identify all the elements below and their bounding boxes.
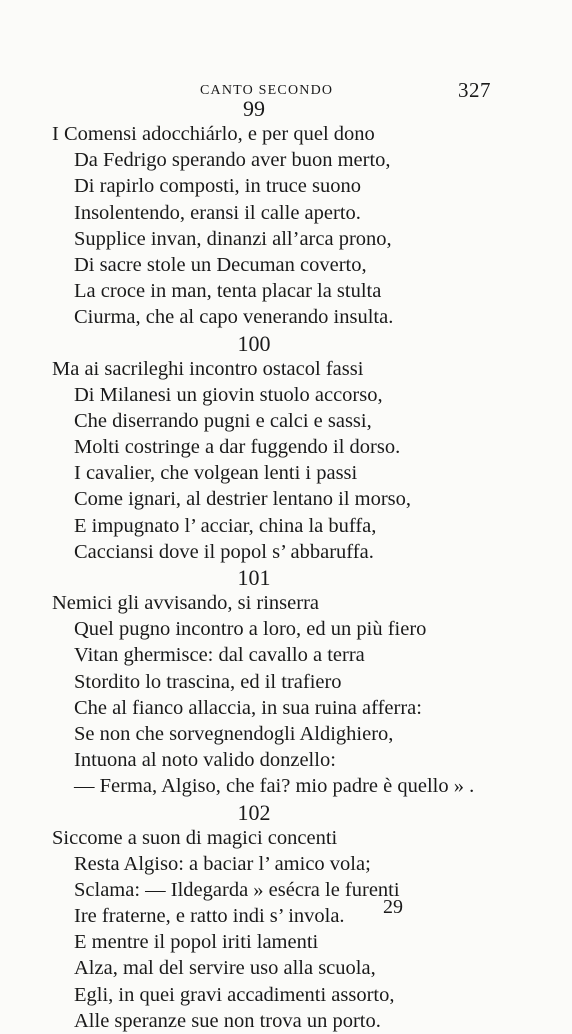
verse-line: Nemici gli avvisando, si rinserra <box>0 590 572 616</box>
stanza-number: 100 <box>4 331 504 356</box>
verse-line: Cacciansi dove il popol s’ abbaruffa. <box>0 539 572 565</box>
running-title: CANTO SECONDO <box>200 83 333 99</box>
poem-body <box>0 96 572 1034</box>
stanza-number: 99 <box>4 96 504 121</box>
verse-line: E mentre il popol iriti lamenti <box>0 929 572 955</box>
stanza <box>0 96 572 331</box>
verse-line: I Comensi adocchiárlo, e per quel dono <box>0 121 572 147</box>
verse-line: Di rapirlo composti, in truce suono <box>0 173 572 199</box>
verse-line: Molti costringe a dar fuggendo il dorso. <box>0 434 572 460</box>
verse-line: Ma ai sacrileghi incontro ostacol fassi <box>0 356 572 382</box>
verse-line: Siccome a suon di magici concenti <box>0 825 572 851</box>
verse-line: Quel pugno incontro a loro, ed un più fiero <box>0 616 572 642</box>
verse-line: Alle speranze sue non trova un porto. <box>0 1008 572 1034</box>
stanza-number: 101 <box>4 565 504 590</box>
verse-line: Egli, in quei gravi accadimenti assorto, <box>0 982 572 1008</box>
verse-line: Supplice invan, dinanzi all’arca prono, <box>0 226 572 252</box>
verse-line: Sclama: — Ildegarda » esécra le furenti <box>0 877 572 903</box>
verse-line: Che diserrando pugni e calci e sassi, <box>0 408 572 434</box>
stanza <box>0 331 572 566</box>
verse-line: Da Fedrigo sperando aver buon merto, <box>0 147 572 173</box>
verse-line: Di Milanesi un giovin stuolo accorso, <box>0 382 572 408</box>
verse-line: Vitan ghermisce: dal cavallo a terra <box>0 642 572 668</box>
stanza-number: 102 <box>4 800 504 825</box>
verse-line: La croce in man, tenta placar la stulta <box>0 278 572 304</box>
verse-line: Se non che sorvegnendogli Aldighiero, <box>0 721 572 747</box>
stanza <box>0 565 572 800</box>
verse-line: Insolentendo, eransi il calle aperto. <box>0 200 572 226</box>
verse-line: Stordito lo trascina, ed il trafiero <box>0 669 572 695</box>
verse-line: Ire fraterne, e ratto indi s’ invola. <box>0 903 572 929</box>
verse-line: Resta Algiso: a baciar l’ amico vola; <box>0 851 572 877</box>
verse-line: Come ignari, al destrier lentano il morso, <box>0 486 572 512</box>
verse-line: Intuona al noto valido donzello: <box>0 747 572 773</box>
verse-line: Alza, mal del servire uso alla scuola, <box>0 955 572 981</box>
stanza <box>0 800 572 1034</box>
verse-line: Di sacre stole un Decuman coverto, <box>0 252 572 278</box>
verse-line: — Ferma, Algiso, che fai? mio padre è quello » . <box>0 773 572 799</box>
printer-signature-mark: 29 <box>383 896 403 919</box>
verse-line: Che al fianco allaccia, in sua ruina afferra: <box>0 695 572 721</box>
verse-line: Ciurma, che al capo venerando insulta. <box>0 304 572 330</box>
verse-line: E impugnato l’ acciar, china la buffa, <box>0 513 572 539</box>
page-number: 327 <box>458 78 491 103</box>
verse-line: I cavalier, che volgean lenti i passi <box>0 460 572 486</box>
